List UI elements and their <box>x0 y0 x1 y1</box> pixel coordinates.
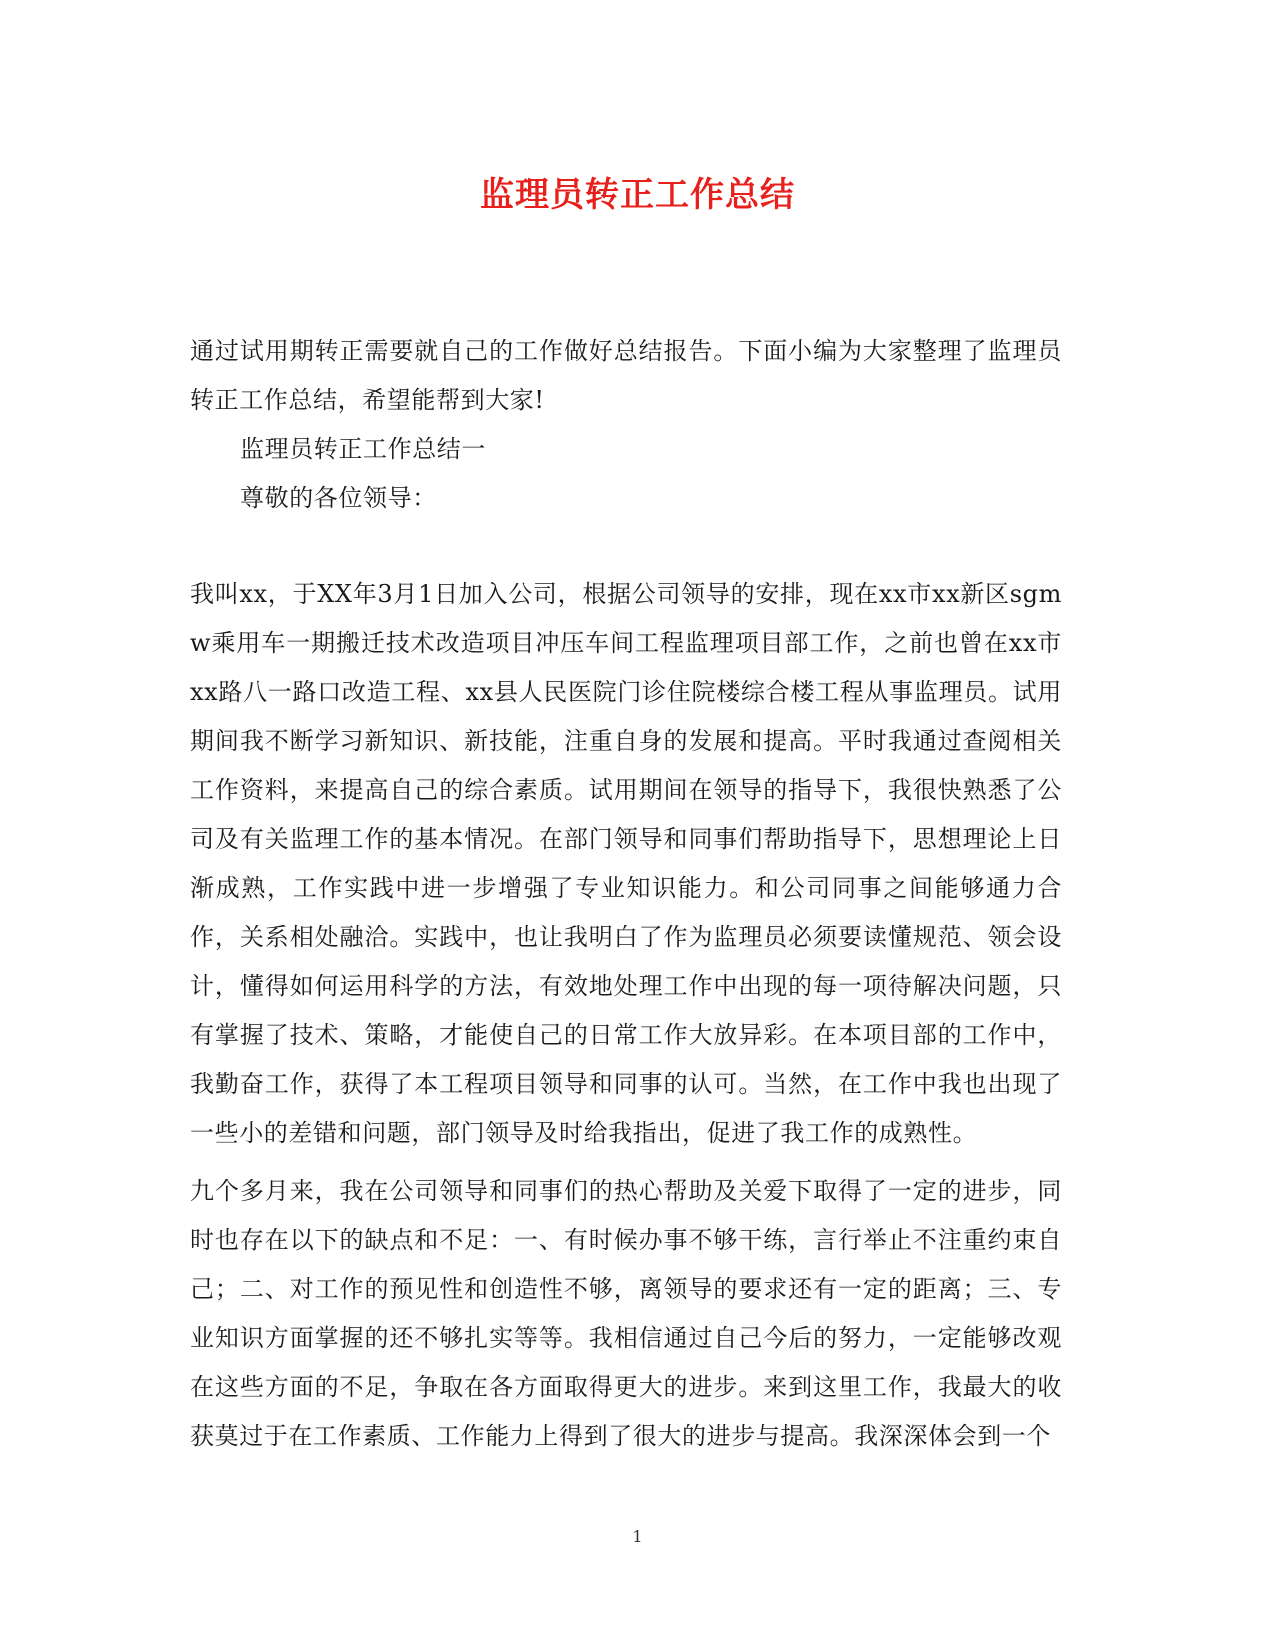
paragraph-text: 九个多月来，我在公司领导和同事们的热心帮助及关爱下取得了一定的进步，同时也存在以下的缺点和不足：一、有时候办事不够干练，言行举止不注重约束自己；二、对工作的预见性和创造性不够，离领导的要求还有一定的距离；三、专业知识方面掌握的还不够扎实等等。我相信通过自己今后的努力，一定能够改观在这些方面的不足，争取在各方面取得更大的进步。来到这里工作，我最大的收获莫过于在工作素质、工作能力上得到了很大的进步与提高。我深深体会到一个 <box>190 1177 1062 1450</box>
page-number: 1 <box>632 1527 643 1546</box>
intro-paragraph <box>190 327 1062 425</box>
intro-text: 通过试用期转正需要就自己的工作做好总结报告。下面小编为大家整理了监理员转正工作总结，希望能帮到大家! <box>190 337 1062 414</box>
salutation-text: 尊敬的各位领导： <box>240 484 437 512</box>
body-paragraph-1 <box>190 570 1062 1158</box>
salutation <box>190 474 1062 523</box>
section-heading-text: 监理员转正工作总结一 <box>240 435 486 463</box>
paragraph-text: 我叫xx，于XX年3月1日加入公司，根据公司领导的安排，现在xx市xx新区sgmw乘用车一期搬迁技术改造项目冲压车间工程监理项目部工作，之前也曾在xx市xx路八一路口改造工程、xx县人民医院门诊住院楼综合楼工程从事监理员。试用期间我不断学习新知识、新技能，注重自身的发展和提高。平时我通过查阅相关工作资料，来提高自己的综合素质。试用期间在领导的指导下，我很快熟悉了公司及有关监理工作的基本情况。在部门领导和同事们帮助指导下，思想理论上日渐成熟，工作实践中进一步增强了专业知识能力。和公司同事之间能够通力合作，关系相处融洽。实践中，也让我明白了作为监理员必须要读懂规范、领会设计，懂得如何运用科学的方法，有效地处理工作中出现的每一项待解决问题，只有掌握了技术、策略，才能使自己的日常工作大放异彩。在本项目部的工作中，我勤奋工作，获得了本工程项目领导和同事的认可。当然，在工作中我也出现了一些小的差错和问题，部门领导及时给我指出，促进了我工作的成熟性。 <box>190 580 1062 1147</box>
document-title: 监理员转正工作总结 <box>480 175 795 215</box>
body-paragraph-2 <box>190 1167 1062 1461</box>
section-heading <box>190 425 1062 474</box>
